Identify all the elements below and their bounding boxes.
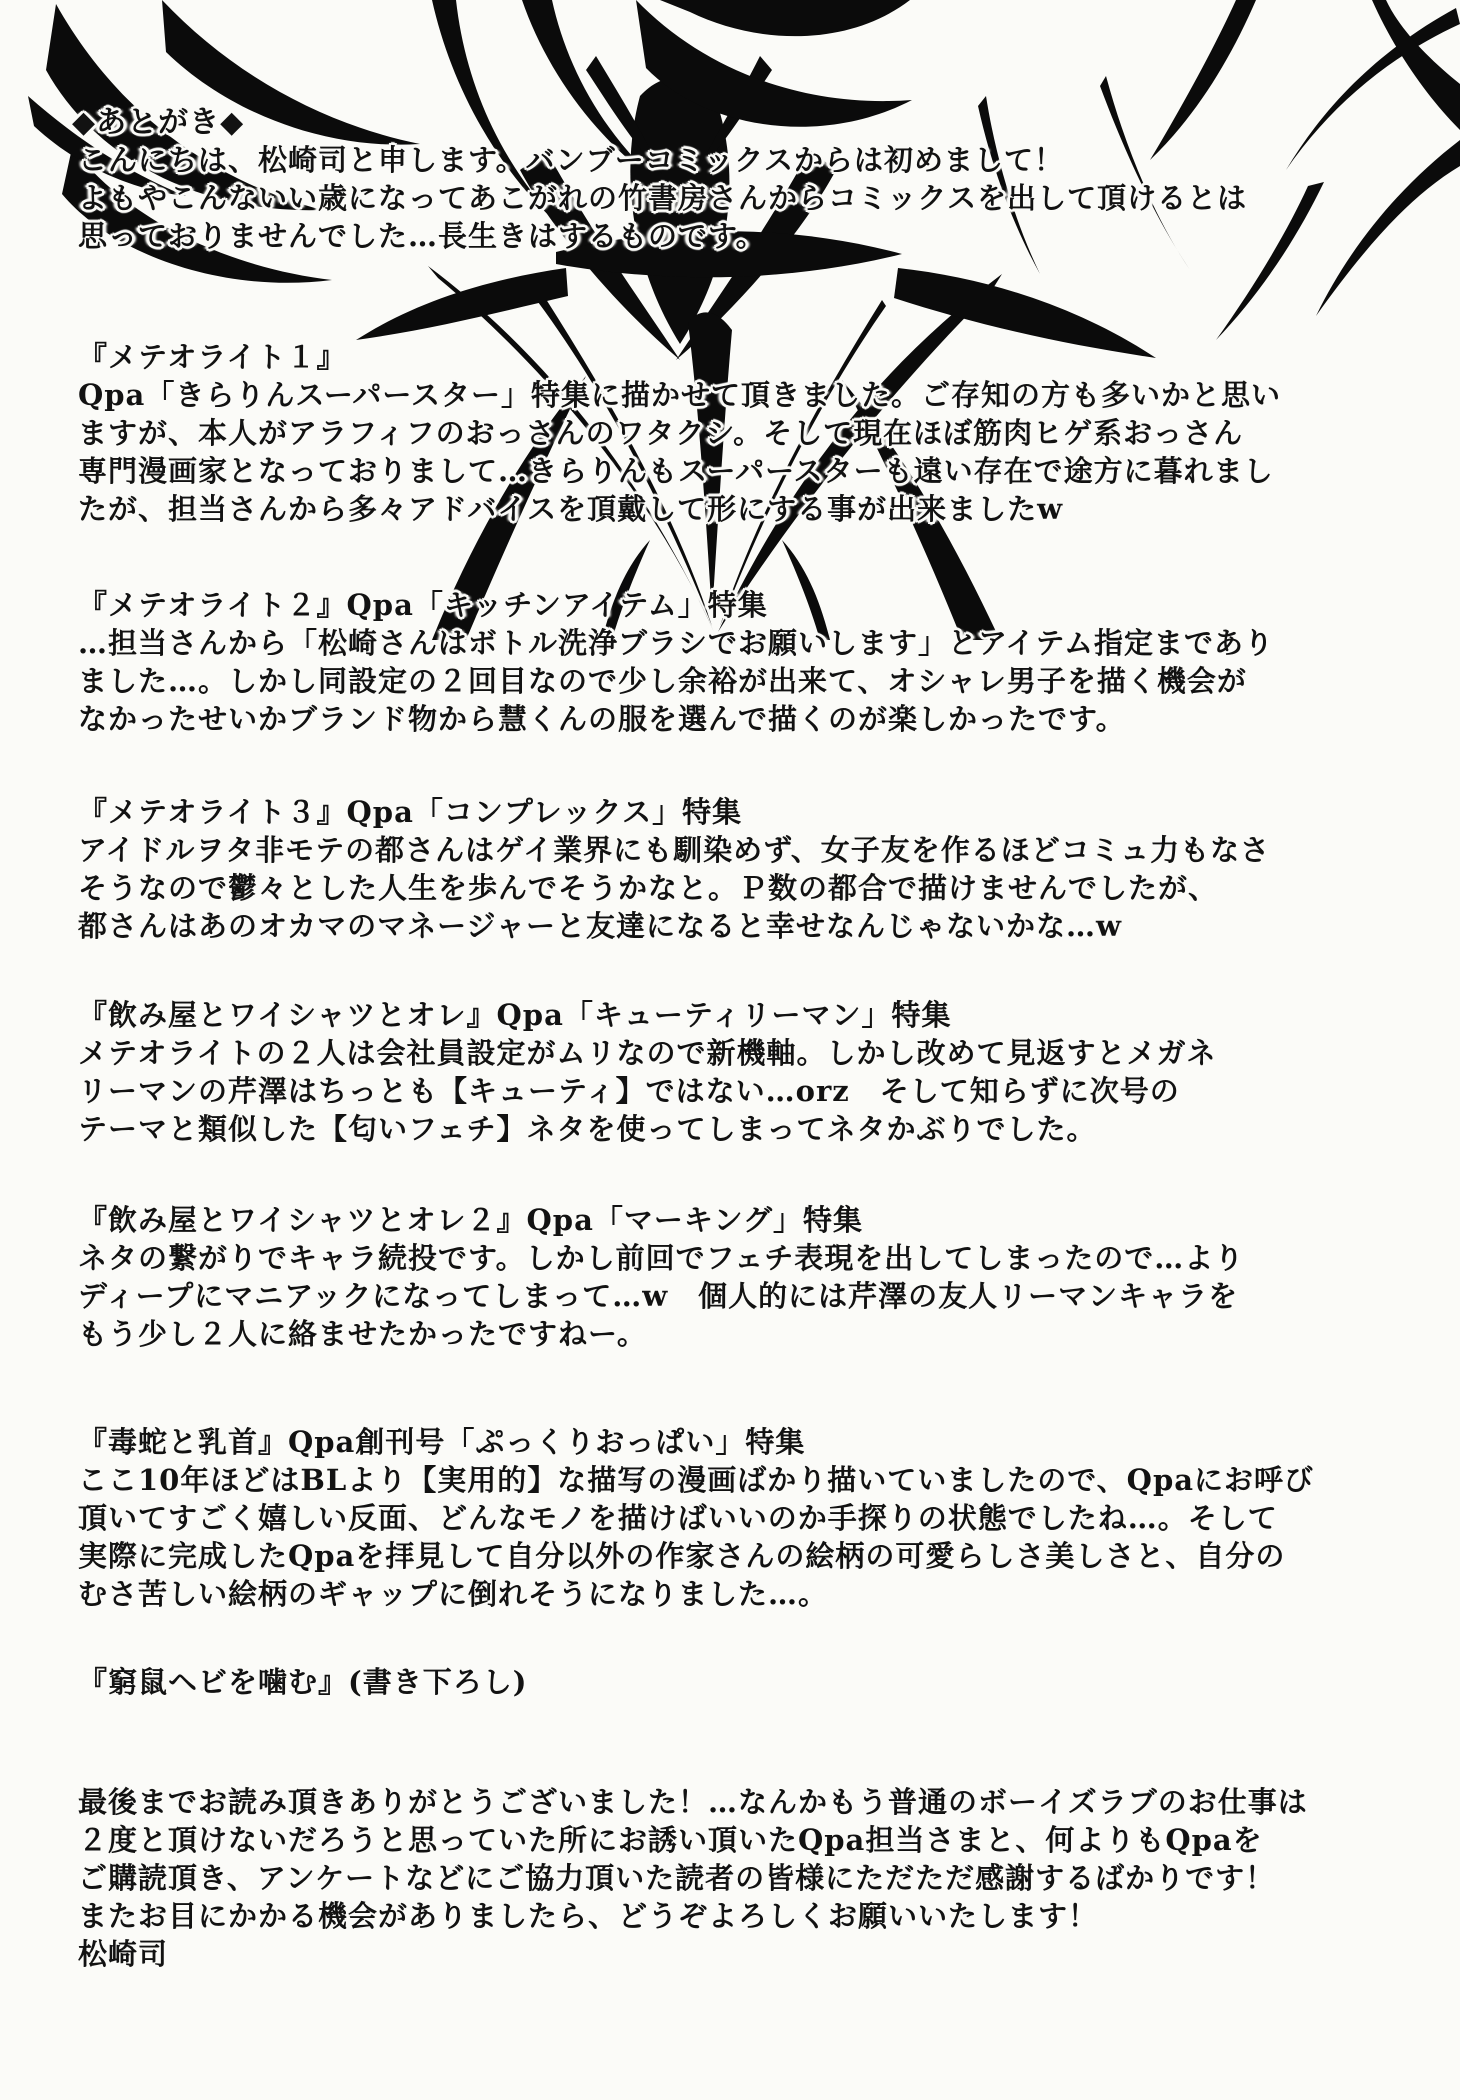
tribal-wings-artwork (0, 0, 1460, 648)
section-line: 頂いてすごく嬉しい反面、どんなモノを描けばいいのか手探りの状態でしたね…。そして (78, 1501, 1278, 1535)
closing-line: またお目にかかる機会がありましたら、どうぞよろしくお願いいたします！ (78, 1899, 1099, 1933)
section-meteorite-2 (78, 586, 1418, 738)
section-line: …担当さんから「松崎さんはボトル洗浄ブラシでお願いします」とアイテム指定まであり (78, 626, 1274, 660)
section-title: 『メテオライト３』Qpa「コンプレックス」特集 (78, 795, 743, 829)
section-line: ますが、本人がアラフィフのおっさんのワタクシ。そして現在ほぼ筋肉ヒゲ系おっさん (78, 416, 1244, 450)
section-line: ディープにマニアックになってしまって…w 個人的には芹澤の友人リーマンキャラを (78, 1279, 1239, 1313)
section-kyuso (78, 1663, 1418, 1701)
section-line: メテオライトの２人は会社員設定がムリなので新機軸。しかし改めて見返すとメガネ (78, 1036, 1217, 1070)
intro-line: 思っておりませんでした…長生きはするものです。 (78, 219, 766, 253)
section-line: アイドルヲタ非モテの都さんはゲイ業界にも馴染めず、女子友を作るほどコミュ力もなさ (78, 833, 1271, 867)
section-line: むさ苦しい絵柄のギャップに倒れそうになりました…。 (78, 1577, 829, 1611)
closing-line: ２度と頂けないだろうと思っていた所にお誘い頂いたQpa担当さまと、何よりもQpaを (78, 1823, 1263, 1857)
section-title: 『飲み屋とワイシャツとオレ』Qpa「キューティリーマン」特集 (78, 998, 952, 1032)
section-dokuhebi (78, 1423, 1418, 1613)
intro-line: こんにちは、松崎司と申します。バンブーコミックスからは初めまして！ (78, 143, 1064, 177)
intro-line: よもやこんないい歳になってあこがれの竹書房さんからコミックスを出して頂けるとは (78, 181, 1248, 215)
closing-line: 最後までお読み頂きありがとうございました！…なんかもう普通のボーイズラブのお仕事は (78, 1785, 1308, 1819)
closing-paragraph (78, 1783, 1418, 1973)
section-line: ネタの繋がりでキャラ続投です。しかし前回でフェチ表現を出してしまったので…より (78, 1241, 1245, 1275)
section-line: もう少し２人に絡ませたかったですねー。 (78, 1317, 647, 1351)
section-line: ここ10年ほどはBLより【実用的】な描写の漫画ばかり描いていましたので、Qpaにお呼び (78, 1463, 1315, 1497)
section-line: 専門漫画家となっておりまして…きらりんもスーパースターも遠い存在で途方に暮れまし (78, 454, 1274, 488)
section-title: 『メテオライト２』Qpa「キッチンアイテム」特集 (78, 588, 768, 622)
section-nomiya-2 (78, 1201, 1418, 1353)
page-title: ◆あとがき◆ (72, 105, 245, 140)
section-line: Qpa「きらりんスーパースター」特集に描かせて頂きました。ご存知の方も多いかと思い (78, 378, 1281, 412)
section-line: ました…。しかし同設定の２回目なので少し余裕が出来て、オシャレ男子を描く機会が (78, 664, 1247, 698)
section-line: なかったせいかブランド物から慧くんの服を選んで描くのが楽しかったです。 (78, 702, 1126, 736)
section-title: 『窮鼠ヘビを噛む』(書き下ろし) (78, 1665, 528, 1699)
author-signature: 松崎司 (78, 1937, 169, 1971)
section-title: 『毒蛇と乳首』Qpa創刊号「ぷっくりおっぱい」特集 (78, 1425, 806, 1459)
section-meteorite-3 (78, 793, 1418, 945)
section-meteorite-1 (78, 338, 1418, 528)
section-nomiya-1 (78, 996, 1418, 1148)
closing-line: ご購読頂き、アンケートなどにご協力頂いた読者の皆様にただただ感謝するばかりです！ (78, 1861, 1276, 1895)
section-line: 都さんはあのオカマのマネージャーと友達になると幸せなんじゃないかな…w (78, 909, 1122, 943)
heading-block (72, 104, 1412, 142)
section-title: 『飲み屋とワイシャツとオレ２』Qpa「マーキング」特集 (78, 1203, 864, 1237)
section-line: たが、担当さんから多々アドバイスを頂戴して形にする事が出来ましたw (78, 492, 1064, 526)
section-line: そうなので鬱々とした人生を歩んでそうかなと。Ｐ数の都合で描けませんでしたが、 (78, 871, 1219, 905)
section-line: 実際に完成したQpaを拝見して自分以外の作家さんの絵柄の可愛らしさ美しさと、自分の (78, 1539, 1286, 1573)
section-title: 『メテオライト１』 (78, 340, 347, 374)
intro-paragraph (78, 141, 1418, 255)
section-line: リーマンの芹澤はちっとも【キューティ】ではない…orz そして知らずに次号の (78, 1074, 1180, 1108)
section-line: テーマと類似した【匂いフェチ】ネタを使ってしまってネタかぶりでした。 (78, 1112, 1097, 1146)
